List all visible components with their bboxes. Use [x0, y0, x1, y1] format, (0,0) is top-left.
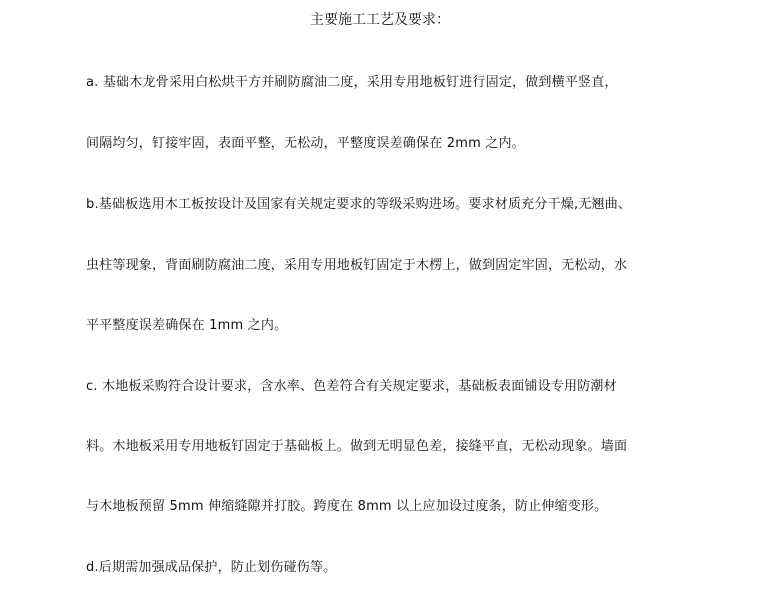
paragraph-a-line-1: a. 基础木龙骨采用白松烘干方并刷防腐油二度，采用专用地板钉进行固定，做到横平竖直，	[86, 75, 618, 90]
paragraph-b-line-1: b.基础板选用木工板按设计及国家有关规定要求的等级采购进场。要求材质充分干燥,无翘曲、	[86, 197, 632, 212]
document-title: 主要施工工艺及要求：	[310, 12, 450, 28]
paragraph-a-line-2: 间隔均匀，钉接牢固，表面平整，无松动，平整度误差确保在 2mm 之内。	[86, 136, 525, 151]
paragraph-c-line-2: 料。木地板采用专用地板钉固定于基础板上。做到无明显色差，接缝平直，无松动现象。墙面	[86, 439, 628, 454]
paragraph-b-line-3: 平平整度误差确保在 1mm 之内。	[86, 318, 288, 333]
paragraph-d-line-1: d.后期需加强成品保护，防止划伤碰伤等。	[86, 560, 337, 575]
paragraph-c-line-3: 与木地板预留 5mm 伸缩缝隙并打胶。跨度在 8mm 以上应加设过度条，防止伸缩变形。	[86, 499, 608, 514]
paragraph-b-line-2: 虫柱等现象，背面刷防腐油二度，采用专用地板钉固定于木楞上，做到固定牢固，无松动，水	[86, 258, 628, 273]
paragraph-c-line-1: c. 木地板采购符合设计要求，含水率、色差符合有关规定要求，基础板表面铺设专用防潮材	[86, 379, 617, 394]
